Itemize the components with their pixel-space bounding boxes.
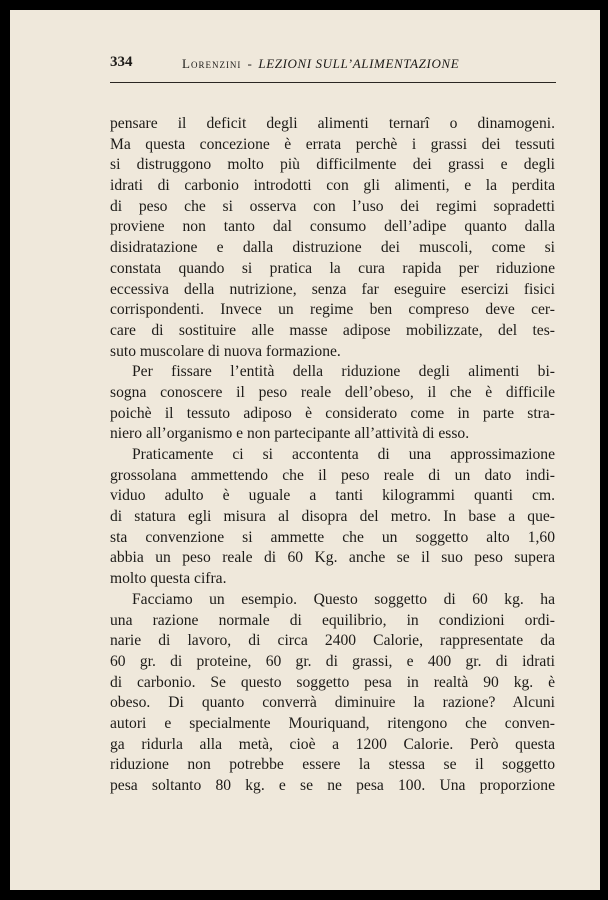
text-line: si distruggono molto più difficilmente dei grassi e degli [110, 156, 555, 174]
page-header [110, 46, 555, 76]
text-line: grossolana ammettendo che il peso reale di un dato indi- [110, 466, 555, 484]
text-line: narie di lavoro, di circa 2400 Calorie, rappresentate da [110, 632, 555, 650]
running-title-book: LEZIONI SULL’ALIMENTAZIONE [258, 56, 460, 71]
text-line: abbia un peso reale di 60 Kg. anche se il suo peso supera [110, 549, 555, 567]
page-number: 334 [110, 54, 133, 70]
text-line: sogna conoscere il peso reale dell’obeso, il che è difficile [110, 383, 555, 401]
running-title-separator: - [247, 56, 253, 71]
text-line: Praticamente ci si accontenta di una approssimazione [132, 446, 555, 463]
text-line: poichè il tessuto adiposo è considerato come in parte stra- [110, 404, 555, 422]
text-line: disidratazione e dalla distruzione dei muscoli, come si [110, 239, 555, 257]
book-page [10, 10, 600, 890]
text-line: di statura egli misura al disopra del metro. In base a que- [110, 508, 555, 526]
text-line: una razione normale di equilibrio, in condizioni ordi- [110, 611, 555, 629]
text-line: care di sostituire alle masse adipose mobilizzate, del tes- [110, 321, 555, 339]
running-title [182, 56, 459, 72]
text-line: molto questa cifra. [110, 570, 227, 588]
text-line: idrati di carbonio introdotti con gli alimenti, e la perdita [110, 177, 555, 195]
text-line: pensare il deficit degli alimenti ternarî o dinamogeni. [110, 115, 555, 132]
running-title-author: Lorenzini [182, 56, 242, 71]
text-line: di peso che si osserva con l’uso dei regimi sopradetti [110, 197, 555, 215]
paragraph [110, 114, 555, 362]
text-line: ga ridurla alla metà, cioè a 1200 Calorie. Però questa [110, 735, 555, 753]
text-line: constata quando si pratica la cura rapida per riduzione [110, 259, 555, 277]
text-line: obeso. Di quanto converrà diminuire la razione? Alcuni [110, 694, 555, 712]
text-line: di carbonio. Se questo soggetto pesa in realtà 90 kg. è [110, 673, 555, 691]
paragraph [110, 590, 555, 797]
text-line: autori e specialmente Mouriquand, ritengono che conven- [110, 714, 555, 732]
text-line: Ma questa concezione è errata perchè i grassi dei tessuti [110, 135, 555, 153]
text-line: sta convenzione si ammette che un soggetto alto 1,60 [110, 528, 555, 546]
text-line: corrispondenti. Invece un regime ben compreso deve cer- [110, 301, 555, 319]
text-line: niero all’organismo e non partecipante all’attività di esso. [110, 425, 470, 443]
body-text [110, 114, 555, 797]
text-line: proviene non tanto dal consumo dell’adipe quanto dalla [110, 218, 555, 236]
text-line: riduzione non potrebbe essere la stessa se il soggetto [110, 756, 555, 774]
header-rule [110, 82, 556, 83]
text-line: 60 gr. di proteine, 60 gr. di grassi, e 400 gr. di idrati [110, 652, 555, 670]
text-line: Per fissare l’entità della riduzione degli alimenti bi- [132, 363, 555, 381]
text-line: eccessiva della nutrizione, senza far eseguire esercizi fisici [110, 280, 555, 298]
text-line: Facciamo un esempio. Questo soggetto di 60 kg. ha [132, 590, 555, 608]
text-line: pesa soltanto 80 kg. e se ne pesa 100. Una proporzione [110, 777, 555, 794]
paragraph [110, 362, 555, 445]
text-line: suto muscolare di nuova formazione. [110, 342, 341, 360]
paragraph [110, 445, 555, 590]
text-line: viduo adulto è uguale a tanti kilogrammi quanti cm. [110, 487, 555, 505]
